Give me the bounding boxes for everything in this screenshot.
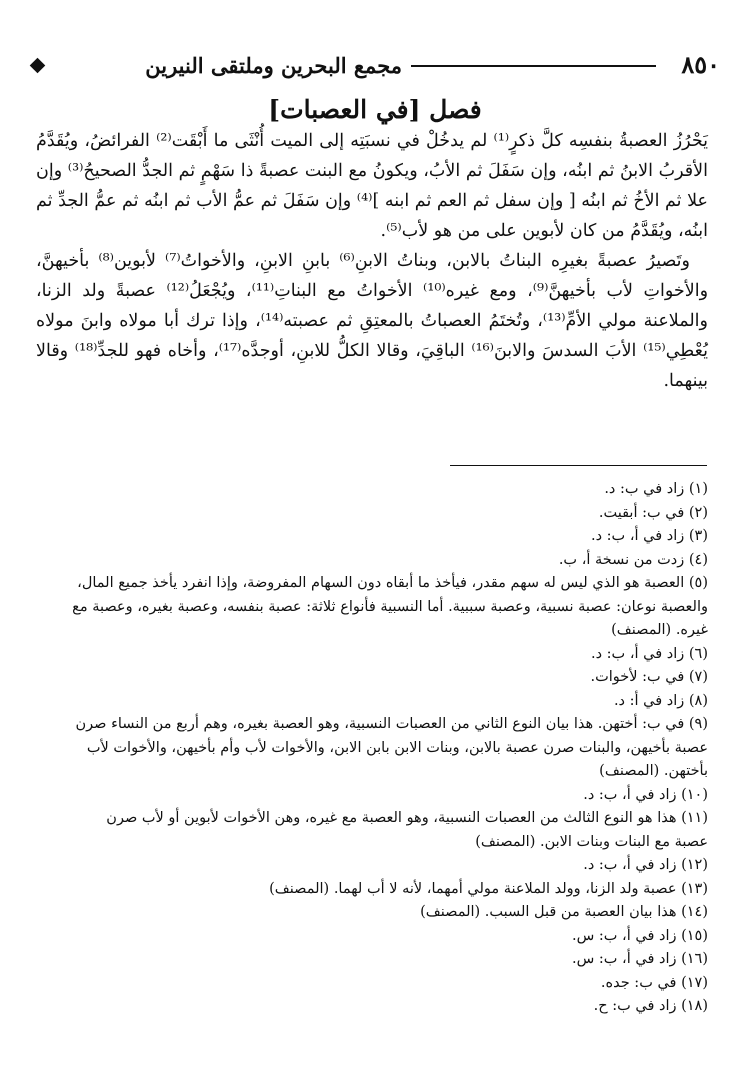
section-title: فصل [في العصبات] bbox=[268, 95, 482, 124]
footnote: (٦) زاد في أ، ب: د. bbox=[591, 645, 708, 662]
footnote: (٤) زدت من نسخة أ، ب. bbox=[558, 551, 708, 568]
footnote: (٣) زاد في أ، ب: د. bbox=[591, 528, 708, 544]
footnote: (١٤) هذا بيان العصبة من قبل السبب. (المصنف) bbox=[420, 904, 708, 920]
paragraph: وتَصيرُ عصبةً بغيرِه البناتُ بالابن، وبناتُ الابنِ⁽⁶⁾ بابنِ الابنِ، والأخواتُ⁽⁷⁾ لأبوين⁽⁸⁾ بأخيهنَّ، والأخواتِ لأب بأخيهنَّ⁽⁹⁾، ومع غيره⁽¹⁰⁾ الأخواتُ مع البناتِ⁽¹¹⁾، ويُجْعَلُ⁽¹²⁾ عصبةً ولد الزنا، والملاعنة مولي الأمِّ⁽¹³⁾، وتُختَمُ العصباتُ بالمعتِقِ ثم عصبته⁽¹⁴⁾، وإذا ترك أبا مولاه وابنَ مولاه يُعْطِي⁽¹⁵⁾ الأبَ السدسَ والابنَ⁽¹⁶⁾ الباقِيَ، وقالا الكلُّ للابنِ، أوجدَّه⁽¹⁷⁾، وأخاه فهو للجدِّ⁽¹⁸⁾ وقالا بينهما. bbox=[36, 251, 709, 391]
footnote: (٩) في ب: أختهن. هذا بيان النوع الثاني من العصبات النسبية، وهو العصبة بغيره، وهم أربع من النساء صرن عصبة بأخيهن، والبنات صرن عصبة بالابن، وبنات الابن بابن الابن، والأخوات لأب وأم بأخيهن، والأخوات لأب بأختهن. (المصنف) bbox=[75, 716, 708, 779]
footnote: (١١) هذا هو النوع الثالث من العصبات النسبية، وهو العصبة مع غيره، وهن الأخوات لأبوين أو لأب صرن عصبة مع البنات وبنات الابن. (المصنف) bbox=[106, 810, 708, 850]
footnote: (١٠) زاد في أ، ب: د. bbox=[583, 786, 708, 803]
footnote: (١٢) زاد في أ، ب: د. bbox=[583, 857, 708, 873]
footnote: (١٨) زاد في ب: ح. bbox=[593, 998, 708, 1014]
page-number: ٨٥٠ bbox=[681, 50, 720, 79]
footnote-separator bbox=[450, 465, 707, 466]
footnote: (٧) في ب: لأخوات. bbox=[590, 669, 708, 685]
diamond-ornament-icon bbox=[30, 58, 46, 74]
footnote: (١٥) زاد في أ، ب: س. bbox=[571, 927, 708, 944]
footnote: (٨) زاد في أ: د. bbox=[613, 692, 708, 709]
footnote: (١٧) في ب: جده. bbox=[600, 974, 708, 991]
header-rule bbox=[411, 65, 656, 67]
footnote: (١٦) زاد في أ، ب: س. bbox=[571, 951, 708, 967]
footnote: (٢) في ب: أبقيت. bbox=[598, 504, 708, 521]
footnote: (٥) العصبة هو الذي ليس له سهم مقدر، فيأخذ ما أبقاه دون السهام المفروضة، وإذا انفرد يأخذ جميع المال، والعصبة نوعان: عصبة نسبية، وعصبة سببية. أما النسبية فأنواع ثلاثة: عصبة بنفسه، وعصبة بغيره، وعصبة مع غيره. (المصنف) bbox=[72, 575, 708, 638]
running-title: مجمع البحرين وملتقى النيرين bbox=[145, 53, 402, 78]
footnote: (١٣) عصبة ولد الزنا، وولد الملاعنة مولي أمهما، لأنه لا أب لهما. (المصنف) bbox=[269, 880, 708, 897]
footnote: (١) زاد في ب: د. bbox=[604, 481, 708, 497]
paragraph: يَحْرُزُ العصبةُ بنفسِه كلَّ ذكرٍ⁽¹⁾ لم يدخُلْ في نسبَتِه إلى الميت أُنْثَى ما أَبْقَت⁽²⁾ الفرائضُ، ويُقَدَّمُ الأقربُ الابنُ ثم ابنُه، وإن سَفَلَ ثم الأبُ، ويكونُ مع البنت عصبةً ذا سَهْمٍ ثم الجدُّ الصحيحُ⁽³⁾ وإن علا ثم الأخُ ثم ابنُه [ وإن سفل ثم العم ثم ابنه ]⁽⁴⁾ وإن سَفَلَ ثم عمُّ الأب ثم ابنُه ثم عمُّ الجدِّ ثم ابنُه، ويُقَدَّمُ من كان لأبوين على من هو لأب⁽⁵⁾. bbox=[36, 131, 709, 241]
page-header bbox=[30, 50, 720, 90]
footnotes bbox=[72, 478, 708, 1019]
main-text bbox=[36, 126, 708, 396]
